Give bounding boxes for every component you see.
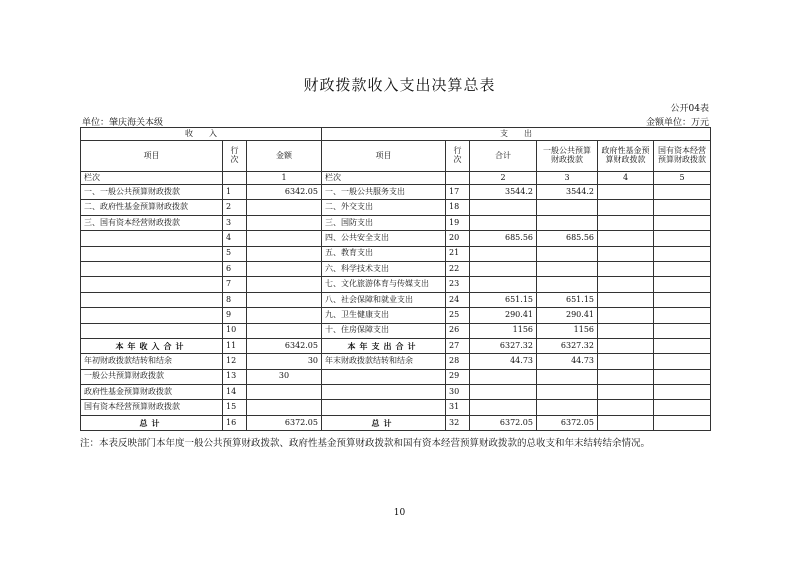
total-cell: 6372.05 — [470, 415, 537, 430]
total-cell — [470, 215, 537, 230]
column-index-2: 2 — [470, 172, 537, 185]
expense-row-no-cell: 17 — [446, 185, 470, 200]
column-index-4: 4 — [598, 172, 654, 185]
soe-budget-cell — [654, 323, 711, 338]
income-row-no-cell: 16 — [223, 415, 247, 430]
table-row — [81, 415, 711, 430]
general-budget-cell: 3544.2 — [537, 185, 598, 200]
total-cell: 685.56 — [470, 231, 537, 246]
soe-budget-cell — [654, 415, 711, 430]
income-amount-cell — [247, 231, 322, 246]
gov-fund-cell — [598, 185, 654, 200]
income-item-cell: 一般公共预算财政拨款 — [81, 369, 223, 384]
income-row-no-cell: 5 — [223, 246, 247, 261]
income-item-cell: 政府性基金预算财政拨款 — [81, 385, 223, 400]
income-header: 收 入 — [81, 128, 322, 141]
header-row-section — [81, 128, 711, 141]
gov-fund-cell — [598, 261, 654, 276]
expense-row-no-cell: 20 — [446, 231, 470, 246]
total-cell — [470, 385, 537, 400]
general-budget-cell: 44.73 — [537, 354, 598, 369]
gov-fund-cell — [598, 323, 654, 338]
soe-budget-cell — [654, 246, 711, 261]
income-amount-header: 金额 — [247, 141, 322, 172]
gov-fund-cell — [598, 246, 654, 261]
income-row-no-cell: 9 — [223, 308, 247, 323]
income-amount-cell: 6342.05 — [247, 338, 322, 353]
general-budget-cell — [537, 246, 598, 261]
soe-budget-cell — [654, 338, 711, 353]
expense-item-cell: 五、教育支出 — [322, 246, 446, 261]
expense-item-cell: 四、公共安全支出 — [322, 231, 446, 246]
income-amount-cell — [247, 385, 322, 400]
income-row-no-cell: 12 — [223, 354, 247, 369]
gov-fund-cell — [598, 277, 654, 292]
column-index-3: 3 — [537, 172, 598, 185]
general-budget-cell — [537, 277, 598, 292]
soe-budget-cell — [654, 215, 711, 230]
expense-row-no-cell: 29 — [446, 369, 470, 384]
income-row-no-cell: 3 — [223, 215, 247, 230]
gov-fund-cell — [598, 292, 654, 307]
income-row-no-cell: 2 — [223, 200, 247, 215]
table-row — [81, 338, 711, 353]
gov-fund-cell — [598, 200, 654, 215]
income-item-cell — [81, 246, 223, 261]
income-row-no-cell: 8 — [223, 292, 247, 307]
income-row-no-cell: 6 — [223, 261, 247, 276]
income-amount-cell — [247, 261, 322, 276]
expense-row-no-cell: 27 — [446, 338, 470, 353]
expense-item-cell: 十、住房保障支出 — [322, 323, 446, 338]
income-item-cell: 二、政府性基金预算财政拨款 — [81, 200, 223, 215]
income-amount-cell — [247, 277, 322, 292]
table-note: 注：本表反映部门本年度一般公共预算财政拨款、政府性基金预算财政拨款和国有资本经营预算财政拨款的总收支和年末结转结余情况。 — [80, 438, 651, 449]
expense-row-no-cell: 18 — [446, 200, 470, 215]
income-item-cell: 国有资本经营预算财政拨款 — [81, 400, 223, 415]
gov-fund-cell — [598, 338, 654, 353]
total-cell — [470, 261, 537, 276]
total-cell — [470, 277, 537, 292]
total-cell — [470, 200, 537, 215]
expense-item-cell: 总计 — [322, 415, 446, 430]
general-budget-cell — [537, 261, 598, 276]
gov-fund-cell — [598, 400, 654, 415]
income-amount-cell: 6342.05 — [247, 185, 322, 200]
income-amount-cell — [247, 200, 322, 215]
summary-table — [80, 127, 711, 431]
table-row — [81, 215, 711, 230]
gov-fund-cell — [598, 415, 654, 430]
column-index-5: 5 — [654, 172, 711, 185]
total-cell: 651.15 — [470, 292, 537, 307]
income-amount-cell: 6372.05 — [247, 415, 322, 430]
gov-fund-header: 政府性基金预 算财政拨款 — [598, 141, 654, 172]
table-row — [81, 277, 711, 292]
table-row — [81, 308, 711, 323]
income-amount-cell — [247, 400, 322, 415]
general-budget-cell: 290.41 — [537, 308, 598, 323]
soe-budget-cell — [654, 261, 711, 276]
expense-item-cell: 六、科学技术支出 — [322, 261, 446, 276]
general-budget-cell — [537, 385, 598, 400]
page-title: 财政拨款收入支出决算总表 — [303, 76, 496, 94]
total-cell — [470, 246, 537, 261]
income-item-cell: 年初财政拨款结转和结余 — [81, 354, 223, 369]
table-row — [81, 369, 711, 384]
income-row-no-cell: 1 — [223, 185, 247, 200]
income-row-no-cell: 10 — [223, 323, 247, 338]
soe-budget-cell — [654, 400, 711, 415]
expense-row-no-cell: 19 — [446, 215, 470, 230]
total-cell: 1156 — [470, 323, 537, 338]
income-row-no-cell: 15 — [223, 400, 247, 415]
header-row-columns — [81, 141, 711, 172]
total-cell — [470, 400, 537, 415]
general-budget-cell: 6327.32 — [537, 338, 598, 353]
soe-budget-cell — [654, 200, 711, 215]
total-cell: 290.41 — [470, 308, 537, 323]
expense-item-cell: 年末财政拨款结转和结余 — [322, 354, 446, 369]
soe-budget-cell — [654, 231, 711, 246]
general-budget-cell — [537, 215, 598, 230]
expense-row-no-cell: 30 — [446, 385, 470, 400]
expense-item-header: 项目 — [322, 141, 446, 172]
table-row — [81, 400, 711, 415]
expense-item-cell: 二、外交支出 — [322, 200, 446, 215]
total-cell — [470, 369, 537, 384]
income-amount-cell — [247, 308, 322, 323]
income-amount-cell: 30 — [247, 354, 322, 369]
general-budget-header: 一般公共预算 财政拨款 — [537, 141, 598, 172]
expense-row-no-cell: 21 — [446, 246, 470, 261]
expense-item-cell: 七、文化旅游体育与传媒支出 — [322, 277, 446, 292]
soe-budget-cell — [654, 308, 711, 323]
expense-row-no-header: 行 次 — [446, 141, 470, 172]
amount-unit-label: 金额单位：万元 — [645, 118, 709, 128]
expense-item-cell — [322, 369, 446, 384]
income-item-cell — [81, 277, 223, 292]
table-row — [81, 292, 711, 307]
soe-budget-cell — [654, 385, 711, 400]
table-row — [81, 323, 711, 338]
gov-fund-cell — [598, 231, 654, 246]
soe-budget-header: 国有资本经营 预算财政拨款 — [654, 141, 711, 172]
general-budget-cell: 1156 — [537, 323, 598, 338]
expense-row-no-cell: 24 — [446, 292, 470, 307]
income-row-no-cell: 13 — [223, 369, 247, 384]
soe-budget-cell — [654, 277, 711, 292]
expense-item-cell — [322, 385, 446, 400]
soe-budget-cell — [654, 369, 711, 384]
header-row-column-index — [81, 172, 711, 185]
expense-item-cell: 三、国防支出 — [322, 215, 446, 230]
income-item-cell: 本年收入合计 — [81, 338, 223, 353]
total-cell: 44.73 — [470, 354, 537, 369]
table-row — [81, 385, 711, 400]
table-row — [81, 200, 711, 215]
expense-item-cell: 本年支出合计 — [322, 338, 446, 353]
table-row — [81, 231, 711, 246]
gov-fund-cell — [598, 385, 654, 400]
income-row-no-header: 行 次 — [223, 141, 247, 172]
expense-item-cell: 九、卫生健康支出 — [322, 308, 446, 323]
income-item-header: 项目 — [81, 141, 223, 172]
expense-item-cell: 一、一般公共服务支出 — [322, 185, 446, 200]
unit-label: 单位：肇庆海关本级 — [82, 118, 164, 128]
income-item-cell: 总计 — [81, 415, 223, 430]
gov-fund-cell — [598, 215, 654, 230]
income-item-cell — [81, 308, 223, 323]
column-index-1: 1 — [247, 172, 322, 185]
expense-row-no-cell: 22 — [446, 261, 470, 276]
income-row-no-cell: 11 — [223, 338, 247, 353]
total-header: 合计 — [470, 141, 537, 172]
income-amount-cell — [247, 246, 322, 261]
table-row — [81, 261, 711, 276]
general-budget-cell: 685.56 — [537, 231, 598, 246]
soe-budget-cell — [654, 292, 711, 307]
gov-fund-cell — [598, 354, 654, 369]
income-row-no-cell: 7 — [223, 277, 247, 292]
expense-row-no-cell: 23 — [446, 277, 470, 292]
general-budget-cell — [537, 369, 598, 384]
table-row — [81, 246, 711, 261]
soe-budget-cell — [654, 185, 711, 200]
total-cell: 3544.2 — [470, 185, 537, 200]
gov-fund-cell — [598, 369, 654, 384]
page-number: 10 — [393, 508, 406, 518]
general-budget-cell — [537, 200, 598, 215]
income-amount-cell: 30 — [247, 369, 322, 384]
expense-row-no-cell: 32 — [446, 415, 470, 430]
income-item-cell: 三、国有资本经营财政拨款 — [81, 215, 223, 230]
table-row — [81, 185, 711, 200]
income-amount-cell — [247, 215, 322, 230]
expense-row-no-cell: 25 — [446, 308, 470, 323]
income-item-cell — [81, 261, 223, 276]
income-item-cell — [81, 292, 223, 307]
general-budget-cell: 651.15 — [537, 292, 598, 307]
table-row — [81, 354, 711, 369]
total-cell: 6327.32 — [470, 338, 537, 353]
column-index-label: 栏次 — [81, 172, 223, 185]
income-amount-cell — [247, 323, 322, 338]
expense-row-no-cell: 31 — [446, 400, 470, 415]
expense-row-no-cell: 26 — [446, 323, 470, 338]
soe-budget-cell — [654, 354, 711, 369]
income-item-cell — [81, 323, 223, 338]
general-budget-cell — [537, 400, 598, 415]
expense-item-cell — [322, 400, 446, 415]
general-budget-cell: 6372.05 — [537, 415, 598, 430]
expense-item-cell: 八、社会保障和就业支出 — [322, 292, 446, 307]
income-row-no-cell: 4 — [223, 231, 247, 246]
gov-fund-cell — [598, 308, 654, 323]
income-item-cell: 一、一般公共预算财政拨款 — [81, 185, 223, 200]
expense-header: 支 出 — [322, 128, 711, 141]
income-row-no-cell: 14 — [223, 385, 247, 400]
income-amount-cell — [247, 292, 322, 307]
form-number: 公开04表 — [670, 104, 709, 114]
column-index-label: 栏次 — [322, 172, 446, 185]
income-item-cell — [81, 231, 223, 246]
expense-row-no-cell: 28 — [446, 354, 470, 369]
